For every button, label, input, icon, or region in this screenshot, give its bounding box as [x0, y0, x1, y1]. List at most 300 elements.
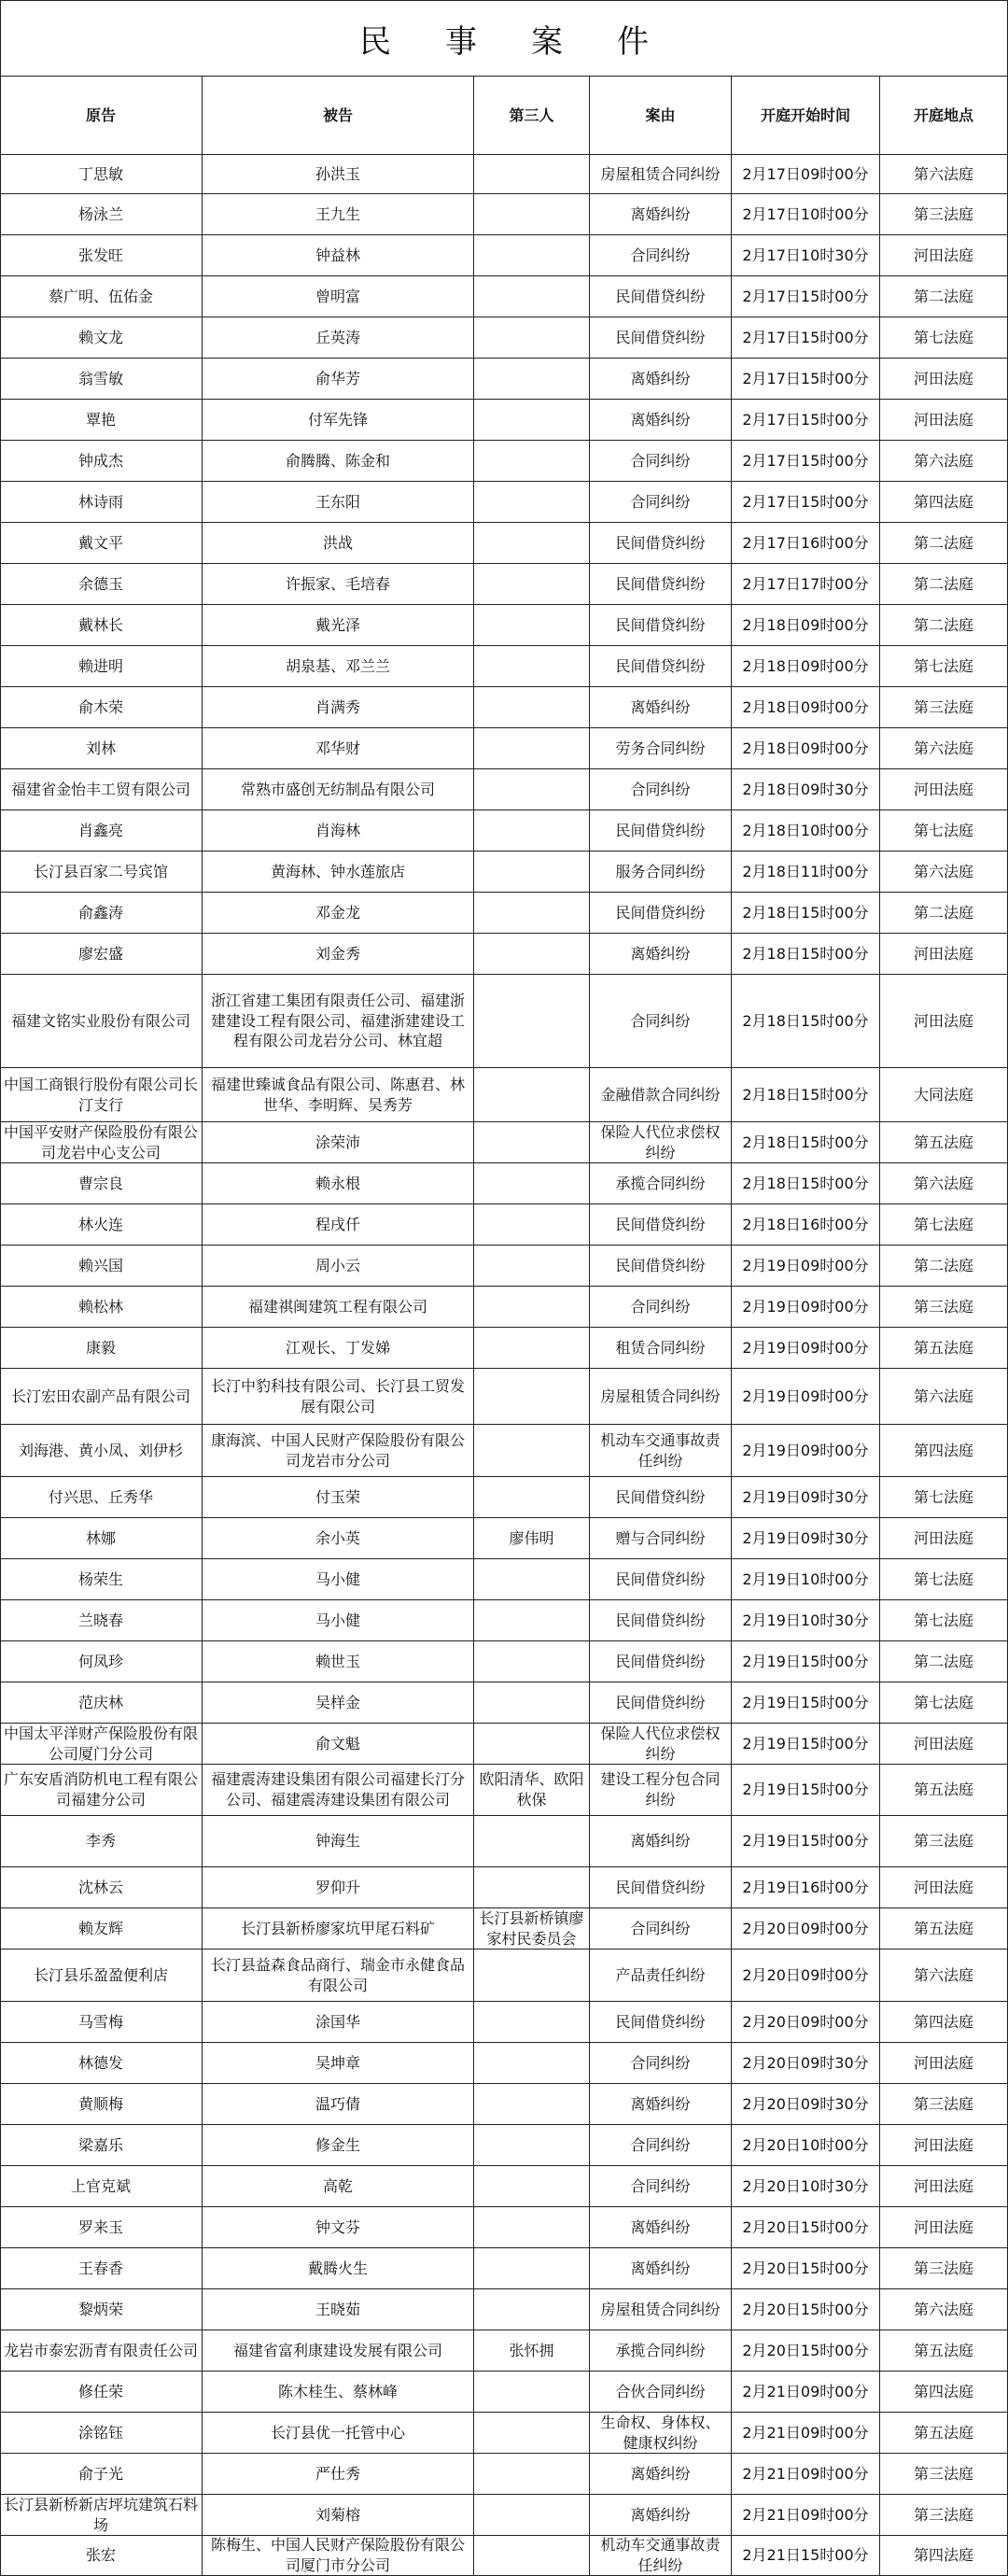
cell-plaintiff: 赖进明 — [0, 646, 203, 687]
cell-hearing-time: 2月20日10时30分 — [732, 2166, 880, 2207]
cell-third-party — [474, 1816, 590, 1867]
cell-third-party — [474, 1204, 590, 1246]
cell-third-party — [474, 2125, 590, 2166]
cell-hearing-time: 2月17日10时00分 — [732, 194, 880, 235]
cell-plaintiff: 刘林 — [0, 728, 203, 769]
cell-cause: 民间借贷纠纷 — [590, 1867, 732, 1908]
header-hearing-time: 开庭开始时间 — [732, 77, 880, 155]
cell-third-party — [474, 1867, 590, 1908]
cell-third-party — [474, 2289, 590, 2330]
cell-plaintiff: 赖松林 — [0, 1287, 203, 1328]
cell-plaintiff: 张发旺 — [0, 235, 203, 276]
cell-cause: 离婚纠纷 — [590, 2084, 732, 2125]
cell-cause: 离婚纠纷 — [590, 687, 732, 728]
cell-cause: 离婚纠纷 — [590, 2495, 732, 2536]
cell-hearing-time: 2月18日15时00分 — [732, 934, 880, 975]
cell-hearing-time: 2月17日16时00分 — [732, 523, 880, 564]
cell-hearing-time: 2月20日09时30分 — [732, 2084, 880, 2125]
cell-defendant: 钟益林 — [203, 235, 474, 276]
cell-defendant: 福建震涛建设集团有限公司福建长汀分公司、福建震涛建设集团有限公司 — [203, 1765, 474, 1816]
cell-third-party — [474, 728, 590, 769]
cell-third-party — [474, 1477, 590, 1518]
cell-hearing-time: 2月19日09时30分 — [732, 1477, 880, 1518]
cell-cause: 民间借贷纠纷 — [590, 564, 732, 605]
cell-third-party — [474, 2002, 590, 2043]
cell-plaintiff: 中国工商银行股份有限公司长汀支行 — [0, 1068, 203, 1122]
cell-third-party — [474, 523, 590, 564]
cell-courtroom: 第六法庭 — [880, 1369, 1008, 1425]
cell-courtroom: 河田法庭 — [880, 769, 1008, 810]
cell-courtroom: 第七法庭 — [880, 1477, 1008, 1518]
cell-hearing-time: 2月17日15时00分 — [732, 359, 880, 400]
cell-third-party — [474, 400, 590, 441]
cell-hearing-time: 2月17日17时00分 — [732, 564, 880, 605]
cell-defendant: 马小健 — [203, 1559, 474, 1600]
cell-cause: 劳务合同纠纷 — [590, 728, 732, 769]
cell-third-party — [474, 1600, 590, 1641]
cell-courtroom: 第三法庭 — [880, 2495, 1008, 2536]
cell-defendant: 常熟市盛创无纺制品有限公司 — [203, 769, 474, 810]
cell-third-party — [474, 1682, 590, 1724]
cell-cause: 民间借贷纠纷 — [590, 523, 732, 564]
cell-defendant: 康海滨、中国人民财产保险股份有限公司龙岩市分公司 — [203, 1425, 474, 1477]
cell-defendant: 刘菊榕 — [203, 2495, 474, 2536]
cell-cause: 合同纠纷 — [590, 2166, 732, 2207]
cell-hearing-time: 2月18日16时00分 — [732, 1204, 880, 1246]
cell-cause: 民间借贷纠纷 — [590, 1559, 732, 1600]
cell-defendant: 长汀中豹科技有限公司、长汀县工贸发展有限公司 — [203, 1369, 474, 1425]
cell-plaintiff: 林娜 — [0, 1518, 203, 1559]
cell-hearing-time: 2月19日09时00分 — [732, 1369, 880, 1425]
cell-plaintiff: 上官克斌 — [0, 2166, 203, 2207]
cell-courtroom: 第六法庭 — [880, 852, 1008, 893]
cell-plaintiff: 俞木荣 — [0, 687, 203, 728]
cell-third-party — [474, 934, 590, 975]
cell-defendant: 曾明富 — [203, 276, 474, 317]
cell-defendant: 钟海生 — [203, 1816, 474, 1867]
cell-defendant: 许振家、毛培春 — [203, 564, 474, 605]
cell-courtroom: 第三法庭 — [880, 2454, 1008, 2495]
cell-courtroom: 第四法庭 — [880, 2002, 1008, 2043]
cell-courtroom: 第四法庭 — [880, 2372, 1008, 2413]
cell-third-party — [474, 359, 590, 400]
cell-plaintiff: 张宏 — [0, 2536, 203, 2576]
cell-third-party — [474, 317, 590, 359]
cell-plaintiff: 康毅 — [0, 1328, 203, 1369]
cell-defendant: 修金生 — [203, 2125, 474, 2166]
cell-third-party — [474, 646, 590, 687]
cell-courtroom: 第六法庭 — [880, 441, 1008, 482]
cell-cause: 民间借贷纠纷 — [590, 1641, 732, 1682]
cell-plaintiff: 丁思敏 — [0, 155, 203, 194]
cell-defendant: 吴样金 — [203, 1682, 474, 1724]
cell-cause: 民间借贷纠纷 — [590, 276, 732, 317]
cell-cause: 民间借贷纠纷 — [590, 1682, 732, 1724]
cell-defendant: 福建省富利康建设发展有限公司 — [203, 2330, 474, 2372]
cell-third-party — [474, 155, 590, 194]
cell-defendant: 邓金龙 — [203, 893, 474, 934]
cell-cause: 承揽合同纠纷 — [590, 1163, 732, 1204]
cell-plaintiff: 肖鑫亮 — [0, 810, 203, 852]
cell-third-party: 廖伟明 — [474, 1518, 590, 1559]
cell-plaintiff: 长汀县乐盈盈便利店 — [0, 1950, 203, 2002]
cell-third-party — [474, 1724, 590, 1765]
cell-plaintiff: 廖宏盛 — [0, 934, 203, 975]
cell-courtroom: 河田法庭 — [880, 1518, 1008, 1559]
cell-third-party — [474, 1950, 590, 2002]
cell-cause: 民间借贷纠纷 — [590, 1600, 732, 1641]
cell-hearing-time: 2月21日09时00分 — [732, 2413, 880, 2454]
cell-defendant: 戴腾火生 — [203, 2248, 474, 2289]
cell-plaintiff: 中国平安财产保险股份有限公司龙岩中心支公司 — [0, 1122, 203, 1163]
cell-plaintiff: 福建省金怡丰工贸有限公司 — [0, 769, 203, 810]
cell-defendant: 孙洪玉 — [203, 155, 474, 194]
cell-defendant: 戴光泽 — [203, 605, 474, 646]
cell-hearing-time: 2月20日09时00分 — [732, 1950, 880, 2002]
cell-third-party — [474, 1287, 590, 1328]
cell-courtroom: 第三法庭 — [880, 687, 1008, 728]
cell-cause: 赠与合同纠纷 — [590, 1518, 732, 1559]
cell-hearing-time: 2月18日09时00分 — [732, 605, 880, 646]
cell-hearing-time: 2月17日15时00分 — [732, 482, 880, 523]
cell-hearing-time: 2月19日10时00分 — [732, 1559, 880, 1600]
cell-cause: 离婚纠纷 — [590, 2454, 732, 2495]
cell-third-party — [474, 1641, 590, 1682]
cell-third-party — [474, 2166, 590, 2207]
cell-hearing-time: 2月19日15时00分 — [732, 1724, 880, 1765]
cell-defendant: 俞腾腾、陈金和 — [203, 441, 474, 482]
cell-courtroom: 第三法庭 — [880, 2248, 1008, 2289]
cell-plaintiff: 长汀宏田农副产品有限公司 — [0, 1369, 203, 1425]
cell-plaintiff: 林火连 — [0, 1204, 203, 1246]
cell-courtroom: 第七法庭 — [880, 1559, 1008, 1600]
cell-courtroom: 河田法庭 — [880, 975, 1008, 1068]
cell-plaintiff: 付兴思、丘秀华 — [0, 1477, 203, 1518]
cell-cause: 承揽合同纠纷 — [590, 2330, 732, 2372]
cell-cause: 合同纠纷 — [590, 2125, 732, 2166]
cell-courtroom: 河田法庭 — [880, 2207, 1008, 2248]
cell-plaintiff: 覃艳 — [0, 400, 203, 441]
cell-plaintiff: 赖兴国 — [0, 1246, 203, 1287]
cell-plaintiff: 戴林长 — [0, 605, 203, 646]
cell-third-party — [474, 1246, 590, 1287]
cell-plaintiff: 蔡广明、伍佑金 — [0, 276, 203, 317]
cell-hearing-time: 2月20日10时00分 — [732, 2125, 880, 2166]
cell-hearing-time: 2月19日09时00分 — [732, 1246, 880, 1287]
cell-hearing-time: 2月20日15时00分 — [732, 2248, 880, 2289]
cell-courtroom: 第二法庭 — [880, 564, 1008, 605]
cell-third-party — [474, 2084, 590, 2125]
cell-hearing-time: 2月21日09时00分 — [732, 2495, 880, 2536]
cell-defendant: 刘金秀 — [203, 934, 474, 975]
cell-hearing-time: 2月19日09时00分 — [732, 1287, 880, 1328]
cell-courtroom: 第四法庭 — [880, 1425, 1008, 1477]
cell-cause: 金融借款合同纠纷 — [590, 1068, 732, 1122]
cell-cause: 离婚纠纷 — [590, 1816, 732, 1867]
cell-third-party — [474, 235, 590, 276]
cell-plaintiff: 赖友辉 — [0, 1908, 203, 1950]
cell-hearing-time: 2月20日09时00分 — [732, 2002, 880, 2043]
cell-third-party — [474, 1068, 590, 1122]
cell-hearing-time: 2月17日15时00分 — [732, 276, 880, 317]
cell-plaintiff: 黎炳荣 — [0, 2289, 203, 2330]
cell-third-party — [474, 769, 590, 810]
header-plaintiff: 原告 — [0, 77, 203, 155]
page-title: 民事案件 — [0, 0, 1008, 77]
cell-hearing-time: 2月19日15时00分 — [732, 1816, 880, 1867]
cell-third-party — [474, 564, 590, 605]
cell-defendant: 浙江省建工集团有限责任公司、福建浙建建设工程有限公司、福建浙建建设工程有限公司龙岩分公司、林宜超 — [203, 975, 474, 1068]
cell-hearing-time: 2月18日09时00分 — [732, 687, 880, 728]
cell-hearing-time: 2月17日10时30分 — [732, 235, 880, 276]
cell-hearing-time: 2月17日15时00分 — [732, 317, 880, 359]
cell-cause: 服务合同纠纷 — [590, 852, 732, 893]
cell-hearing-time: 2月18日11时00分 — [732, 852, 880, 893]
cell-courtroom: 第六法庭 — [880, 155, 1008, 194]
cell-defendant: 邓华财 — [203, 728, 474, 769]
cell-defendant: 赖永根 — [203, 1163, 474, 1204]
cell-courtroom: 第六法庭 — [880, 728, 1008, 769]
cell-third-party — [474, 441, 590, 482]
header-cause: 案由 — [590, 77, 732, 155]
cell-defendant: 周小云 — [203, 1246, 474, 1287]
cell-plaintiff: 林诗雨 — [0, 482, 203, 523]
cell-cause: 离婚纠纷 — [590, 2248, 732, 2289]
cell-plaintiff: 修任荣 — [0, 2372, 203, 2413]
cell-third-party — [474, 2413, 590, 2454]
cell-third-party — [474, 276, 590, 317]
cell-third-party — [474, 975, 590, 1068]
cell-cause: 保险人代位求偿权纠纷 — [590, 1724, 732, 1765]
cell-defendant: 程戌仟 — [203, 1204, 474, 1246]
cell-courtroom: 第二法庭 — [880, 523, 1008, 564]
cell-defendant: 俞文魁 — [203, 1724, 474, 1765]
cell-third-party — [474, 1369, 590, 1425]
cell-third-party — [474, 2454, 590, 2495]
cell-defendant: 王晓茹 — [203, 2289, 474, 2330]
cell-courtroom: 第七法庭 — [880, 1682, 1008, 1724]
cell-plaintiff: 赖文龙 — [0, 317, 203, 359]
cell-third-party — [474, 1559, 590, 1600]
cell-courtroom: 河田法庭 — [880, 1724, 1008, 1765]
cell-courtroom: 河田法庭 — [880, 2166, 1008, 2207]
header-third-party: 第三人 — [474, 77, 590, 155]
cell-defendant: 长汀县益森食品商行、瑞金市永健食品有限公司 — [203, 1950, 474, 2002]
cell-cause: 离婚纠纷 — [590, 934, 732, 975]
cell-courtroom: 第六法庭 — [880, 2289, 1008, 2330]
cell-hearing-time: 2月18日09时00分 — [732, 646, 880, 687]
cell-defendant: 钟文芬 — [203, 2207, 474, 2248]
cell-third-party — [474, 605, 590, 646]
cell-plaintiff: 余德玉 — [0, 564, 203, 605]
cell-third-party — [474, 852, 590, 893]
header-defendant: 被告 — [203, 77, 474, 155]
cell-third-party: 欧阳清华、欧阳秋保 — [474, 1765, 590, 1816]
cell-courtroom: 第七法庭 — [880, 646, 1008, 687]
cell-courtroom: 第四法庭 — [880, 2536, 1008, 2576]
cell-third-party — [474, 2495, 590, 2536]
cell-hearing-time: 2月19日09时00分 — [732, 1328, 880, 1369]
cell-defendant: 福建世臻诚食品有限公司、陈惠君、林世华、李明辉、吴秀芳 — [203, 1068, 474, 1122]
cell-cause: 租赁合同纠纷 — [590, 1328, 732, 1369]
cell-hearing-time: 2月19日15时00分 — [732, 1682, 880, 1724]
cell-defendant: 付军先锋 — [203, 400, 474, 441]
cell-plaintiff: 钟成杰 — [0, 441, 203, 482]
cell-third-party — [474, 687, 590, 728]
cell-plaintiff: 杨荣生 — [0, 1559, 203, 1600]
cell-cause: 房屋租赁合同纠纷 — [590, 155, 732, 194]
cell-cause: 民间借贷纠纷 — [590, 1246, 732, 1287]
cell-cause: 民间借贷纠纷 — [590, 1204, 732, 1246]
cell-cause: 民间借贷纠纷 — [590, 646, 732, 687]
cell-hearing-time: 2月18日15时00分 — [732, 1068, 880, 1122]
cell-cause: 合同纠纷 — [590, 235, 732, 276]
cell-courtroom: 第五法庭 — [880, 1122, 1008, 1163]
cell-cause: 合同纠纷 — [590, 975, 732, 1068]
cell-courtroom: 第二法庭 — [880, 893, 1008, 934]
cell-defendant: 胡泉基、邓兰兰 — [203, 646, 474, 687]
cell-third-party — [474, 2372, 590, 2413]
cell-third-party — [474, 2207, 590, 2248]
cell-cause: 离婚纠纷 — [590, 359, 732, 400]
cell-plaintiff: 戴文平 — [0, 523, 203, 564]
cell-cause: 合同纠纷 — [590, 482, 732, 523]
header-courtroom: 开庭地点 — [880, 77, 1008, 155]
cell-hearing-time: 2月19日09时00分 — [732, 1425, 880, 1477]
cell-plaintiff: 翁雪敏 — [0, 359, 203, 400]
cell-cause: 合同纠纷 — [590, 2043, 732, 2084]
cell-courtroom: 第七法庭 — [880, 317, 1008, 359]
cell-plaintiff: 俞子光 — [0, 2454, 203, 2495]
cell-cause: 建设工程分包合同纠纷 — [590, 1765, 732, 1816]
cell-courtroom: 第五法庭 — [880, 1328, 1008, 1369]
cell-hearing-time: 2月18日15时00分 — [732, 1163, 880, 1204]
cell-courtroom: 第七法庭 — [880, 1204, 1008, 1246]
cell-courtroom: 第五法庭 — [880, 2330, 1008, 2372]
cell-plaintiff: 梁嘉乐 — [0, 2125, 203, 2166]
cell-cause: 合伙合同纠纷 — [590, 2372, 732, 2413]
cell-defendant: 肖海林 — [203, 810, 474, 852]
cell-hearing-time: 2月18日10时00分 — [732, 810, 880, 852]
cell-third-party — [474, 1122, 590, 1163]
cell-courtroom: 第七法庭 — [880, 810, 1008, 852]
cell-defendant: 福建祺闽建筑工程有限公司 — [203, 1287, 474, 1328]
cell-cause: 保险人代位求偿权纠纷 — [590, 1122, 732, 1163]
cell-courtroom: 第二法庭 — [880, 1641, 1008, 1682]
cell-cause: 房屋租赁合同纠纷 — [590, 2289, 732, 2330]
cell-hearing-time: 2月21日09时00分 — [732, 2372, 880, 2413]
cell-defendant: 涂国华 — [203, 2002, 474, 2043]
cell-cause: 民间借贷纠纷 — [590, 810, 732, 852]
cell-plaintiff: 涂铭钰 — [0, 2413, 203, 2454]
cell-defendant: 马小健 — [203, 1600, 474, 1641]
cell-courtroom: 第四法庭 — [880, 482, 1008, 523]
cell-plaintiff: 李秀 — [0, 1816, 203, 1867]
cell-courtroom: 河田法庭 — [880, 2043, 1008, 2084]
cell-hearing-time: 2月19日10时30分 — [732, 1600, 880, 1641]
cell-defendant: 高乾 — [203, 2166, 474, 2207]
cell-cause: 合同纠纷 — [590, 1287, 732, 1328]
cell-courtroom: 河田法庭 — [880, 934, 1008, 975]
cell-plaintiff: 王春香 — [0, 2248, 203, 2289]
cell-hearing-time: 2月17日15时00分 — [732, 400, 880, 441]
cell-cause: 离婚纠纷 — [590, 194, 732, 235]
cell-hearing-time: 2月20日15时00分 — [732, 2330, 880, 2372]
cell-hearing-time: 2月18日09时30分 — [732, 769, 880, 810]
cell-defendant: 余小英 — [203, 1518, 474, 1559]
cell-defendant: 丘英涛 — [203, 317, 474, 359]
cell-defendant: 付玉荣 — [203, 1477, 474, 1518]
cell-courtroom: 河田法庭 — [880, 235, 1008, 276]
cell-plaintiff: 龙岩市泰宏沥青有限责任公司 — [0, 2330, 203, 2372]
cell-courtroom: 河田法庭 — [880, 400, 1008, 441]
cell-hearing-time: 2月18日15时00分 — [732, 975, 880, 1068]
cell-courtroom: 大同法庭 — [880, 1068, 1008, 1122]
cell-plaintiff: 范庆林 — [0, 1682, 203, 1724]
cell-defendant: 长汀县优一托管中心 — [203, 2413, 474, 2454]
cell-defendant: 王九生 — [203, 194, 474, 235]
cell-courtroom: 第七法庭 — [880, 1600, 1008, 1641]
cell-third-party — [474, 1328, 590, 1369]
cell-hearing-time: 2月18日15时00分 — [732, 893, 880, 934]
cell-third-party: 张怀拥 — [474, 2330, 590, 2372]
cell-courtroom: 河田法庭 — [880, 1867, 1008, 1908]
cell-courtroom: 第五法庭 — [880, 2413, 1008, 2454]
cell-hearing-time: 2月17日15时00分 — [732, 441, 880, 482]
cell-defendant: 黄海林、钟水莲旅店 — [203, 852, 474, 893]
cell-courtroom: 第三法庭 — [880, 1816, 1008, 1867]
cell-courtroom: 河田法庭 — [880, 2125, 1008, 2166]
cell-defendant: 洪战 — [203, 523, 474, 564]
cell-third-party: 长汀县新桥镇廖家村民委员会 — [474, 1908, 590, 1950]
cell-plaintiff: 何凤珍 — [0, 1641, 203, 1682]
cell-courtroom: 第五法庭 — [880, 1908, 1008, 1950]
cell-plaintiff: 沈林云 — [0, 1867, 203, 1908]
cell-hearing-time: 2月20日09时00分 — [732, 1908, 880, 1950]
cell-third-party — [474, 2043, 590, 2084]
cell-plaintiff: 兰晓春 — [0, 1600, 203, 1641]
cell-courtroom: 第三法庭 — [880, 2084, 1008, 2125]
cell-courtroom: 第五法庭 — [880, 1765, 1008, 1816]
cell-hearing-time: 2月20日15时00分 — [732, 2207, 880, 2248]
cell-defendant: 罗仰升 — [203, 1867, 474, 1908]
cell-plaintiff: 福建文铭实业股份有限公司 — [0, 975, 203, 1068]
cell-courtroom: 第三法庭 — [880, 194, 1008, 235]
cell-plaintiff: 长汀县百家二号宾馆 — [0, 852, 203, 893]
cell-cause: 房屋租赁合同纠纷 — [590, 1369, 732, 1425]
cell-cause: 合同纠纷 — [590, 1908, 732, 1950]
cell-cause: 民间借贷纠纷 — [590, 2002, 732, 2043]
cell-defendant: 王东阳 — [203, 482, 474, 523]
cell-plaintiff: 林德发 — [0, 2043, 203, 2084]
cell-courtroom: 第二法庭 — [880, 276, 1008, 317]
cell-defendant: 江观长、丁发娣 — [203, 1328, 474, 1369]
cell-third-party — [474, 1163, 590, 1204]
cell-third-party — [474, 2248, 590, 2289]
cell-cause: 民间借贷纠纷 — [590, 893, 732, 934]
cell-cause: 合同纠纷 — [590, 769, 732, 810]
cell-third-party — [474, 482, 590, 523]
cell-courtroom: 第六法庭 — [880, 1163, 1008, 1204]
cell-third-party — [474, 194, 590, 235]
cell-hearing-time: 2月19日16时00分 — [732, 1867, 880, 1908]
cell-hearing-time: 2月18日15时00分 — [732, 1122, 880, 1163]
cell-cause: 离婚纠纷 — [590, 400, 732, 441]
cell-courtroom: 第二法庭 — [880, 1246, 1008, 1287]
cell-defendant: 吴坤章 — [203, 2043, 474, 2084]
cell-hearing-time: 2月21日09时00分 — [732, 2454, 880, 2495]
cell-third-party — [474, 2536, 590, 2576]
